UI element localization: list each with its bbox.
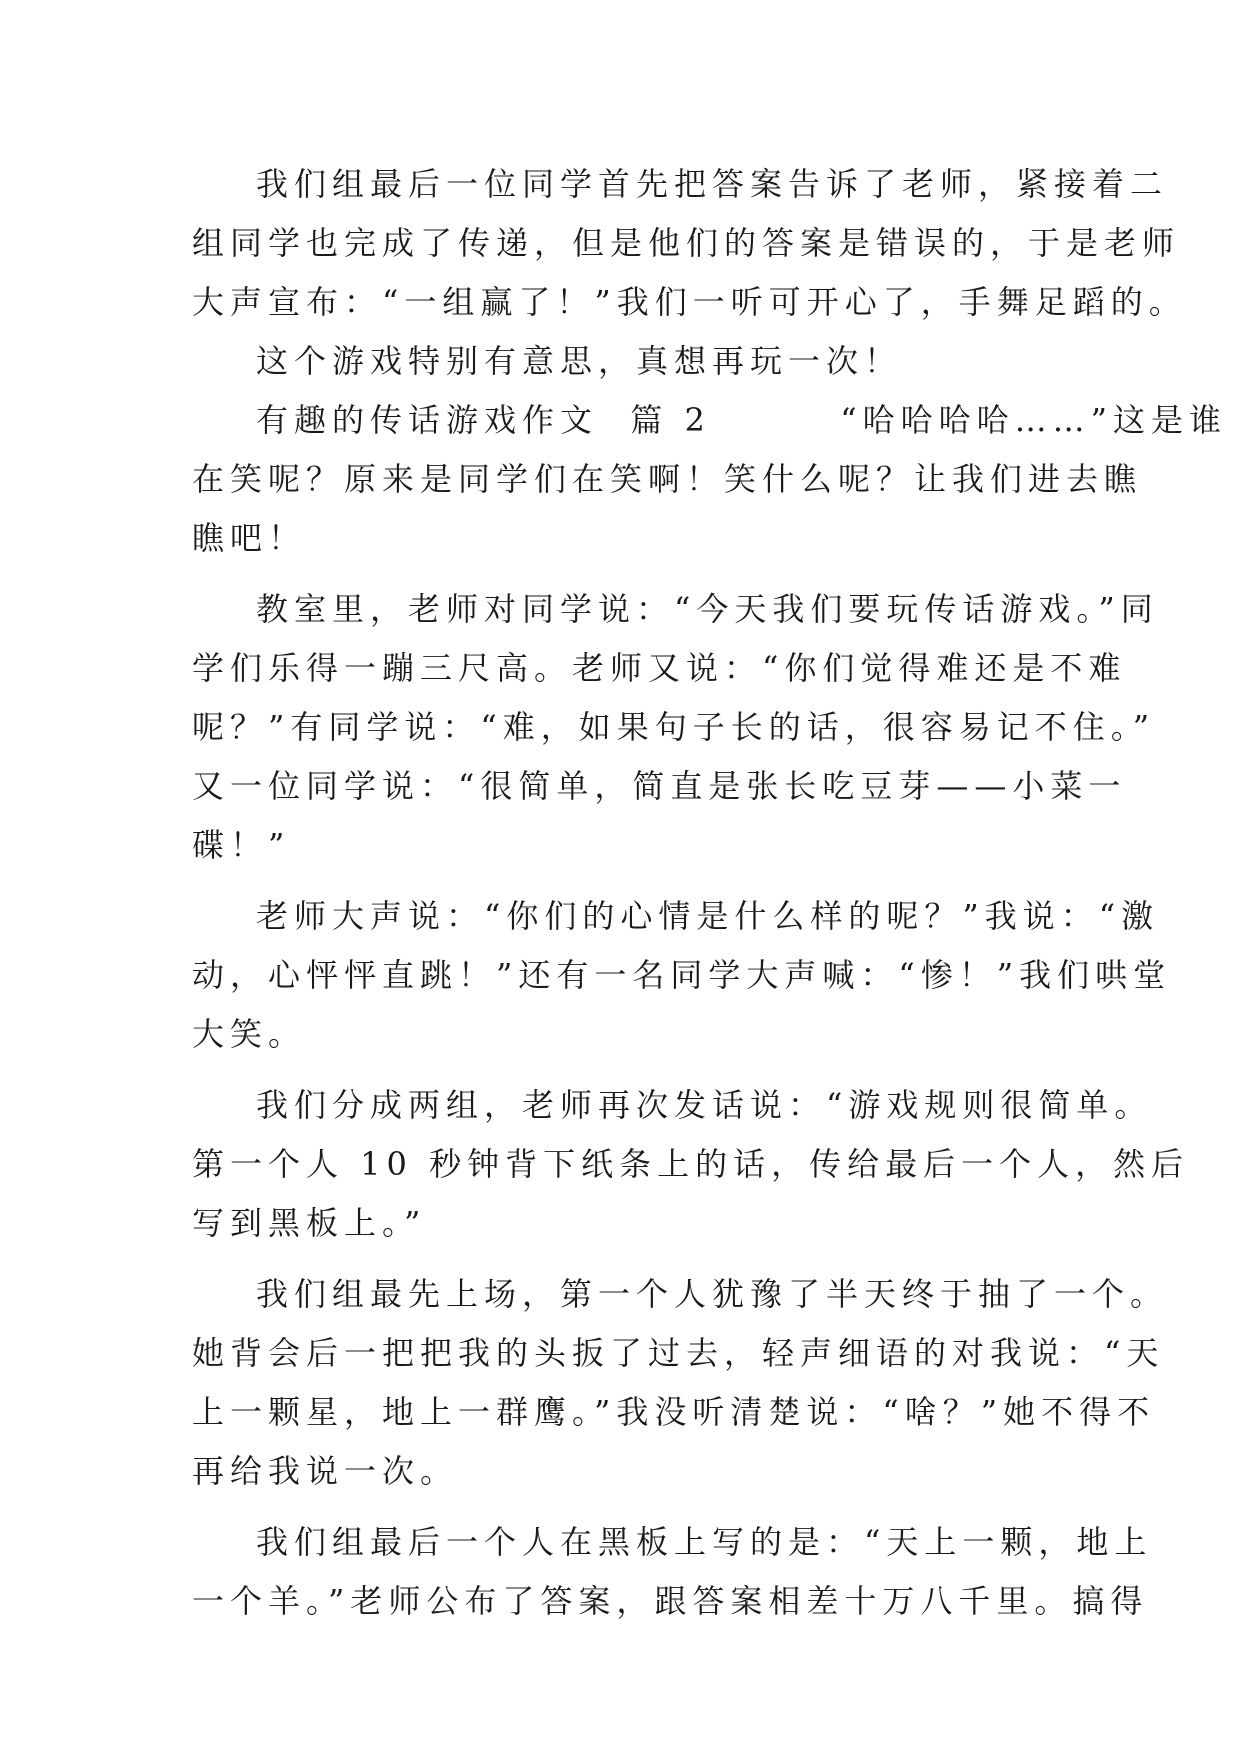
text-line: 有趣的传话游戏作文 篇 2 “哈哈哈哈……”这是谁 bbox=[256, 401, 1227, 439]
paragraph bbox=[192, 1516, 1153, 1634]
paragraph bbox=[192, 158, 1187, 335]
text-line: 组同学也完成了传递，但是他们的答案是错误的，于是老师 bbox=[192, 224, 1181, 262]
text-line: 大声宣布：“一组赢了！”我们一听可开心了，手舞足蹈的。 bbox=[192, 283, 1187, 321]
paragraph bbox=[192, 1079, 1190, 1256]
text-line: 一个羊。”老师公布了答案，跟答案相差十万八千里。搞得 bbox=[192, 1582, 1149, 1620]
text-line: 我们分成两组，老师再次发话说：“游戏规则很简单。 bbox=[256, 1086, 1153, 1124]
paragraph bbox=[192, 890, 1172, 1067]
text-line: 动，心怦怦直跳！”还有一名同学大声喊：“惨！”我们哄堂 bbox=[192, 956, 1172, 994]
text-line: 在笑呢？原来是同学们在笑啊！笑什么呢？让我们进去瞧 bbox=[192, 460, 1143, 498]
text-line: 写到黑板上。” bbox=[192, 1204, 427, 1242]
text-line: 我们组最后一位同学首先把答案告诉了老师，紧接着二 bbox=[256, 165, 1169, 203]
text-line: 瞧吧！ bbox=[192, 519, 307, 557]
text-line: 上一颗星，地上一群鹰。”我没听清楚说：“啥？”她不得不 bbox=[192, 1393, 1156, 1431]
text-line: 老师大声说：“你们的心情是什么样的呢？”我说：“激 bbox=[256, 897, 1160, 935]
text-line: 再给我说一次。 bbox=[192, 1452, 459, 1490]
text-line: 她背会后一把把我的头扳了过去，轻声细语的对我说：“天 bbox=[192, 1334, 1165, 1372]
text-line: 大笑。 bbox=[192, 1015, 307, 1053]
paragraph bbox=[192, 394, 1227, 571]
paragraph bbox=[192, 1268, 1169, 1504]
text-line: 碟！” bbox=[192, 826, 291, 864]
text-line: 我们组最先上场，第一个人犹豫了半天终于抽了一个。 bbox=[256, 1275, 1169, 1313]
text-line: 教室里，老师对同学说：“今天我们要玩传话游戏。”同 bbox=[256, 590, 1159, 628]
paragraph bbox=[192, 583, 1159, 878]
text-line: 这个游戏特别有意思，真想再玩一次！ bbox=[256, 342, 903, 380]
paragraph bbox=[192, 335, 1060, 394]
text-line: 我们组最后一个人在黑板上写的是：“天上一颗，地上 bbox=[256, 1523, 1153, 1561]
text-line: 又一位同学说：“很简单，简直是张长吃豆芽——小菜一 bbox=[192, 767, 1127, 805]
text-line: 第一个人 10 秒钟背下纸条上的话，传给最后一个人，然后 bbox=[192, 1145, 1190, 1183]
text-line: 呢？”有同学说：“难，如果句子长的话，很容易记不住。” bbox=[192, 708, 1156, 746]
article-body bbox=[192, 158, 1227, 1634]
text-line: 学们乐得一蹦三尺高。老师又说：“你们觉得难还是不难 bbox=[192, 649, 1127, 687]
